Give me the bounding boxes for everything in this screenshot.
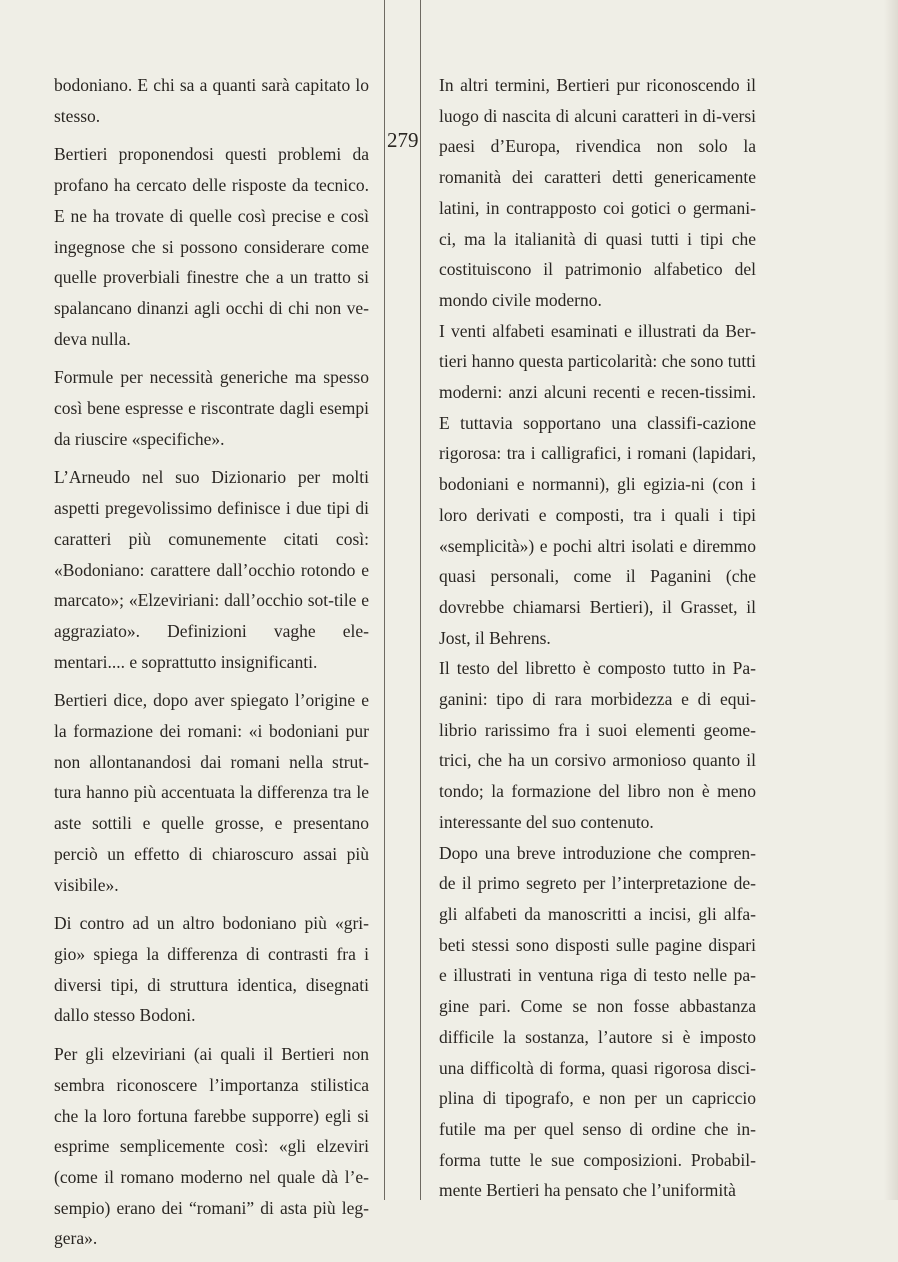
paragraph: In altri termini, Bertieri pur riconoscendo il luogo di nascita di alcuni caratteri in di-versi paesi d’Europa, rivendica non solo la romanità dei caratteri detti genericamente latini, in contrapposto coi gotici o germani-ci, ma la italianità di quasi tutti i tipi che costituiscono il patrimonio alfabetico del mondo civile moderno. xyxy=(439,75,756,310)
paragraph: L’Arneudo nel suo Dizionario per molti aspetti pregevolissimo definisce i due tipi di caratteri più comunemente citati così: «Bodoniano: carattere dall’occhio rotondo e marcato»; «Elzeviriani: dall’occhio sot-tile e aggraziato». Definizioni vaghe ele-mentari.... e soprattutto insignificanti. xyxy=(54,467,369,672)
paragraph: Il testo del libretto è composto tutto in Pa-ganini: tipo di rara morbidezza e di equi-librio rarissimo fra i suoi elementi geome-trici, che ha un corsivo armonioso quanto il tondo; la formazione del libro non è meno interessante del suo contenuto. xyxy=(439,658,756,832)
paragraph: bodoniano. E chi sa a quanti sarà capitato lo stesso. xyxy=(54,75,369,126)
paragraph: Di contro ad un altro bodoniano più «gri-gio» spiega la differenza di contrasti fra i diversi tipi, di struttura identica, disegnati dallo stesso Bodoni. xyxy=(54,913,369,1026)
paragraph: Dopo una breve introduzione che compren-de il primo segreto per l’interpretazione de-gli alfabeti da manoscritti a incisi, gli alfa-beti stessi sono disposti sulle pagine dispari e illustrati in ventuna riga di testo nelle pa-gine pari. Come se non fosse abbastanza difficile la sostanza, l’autore si è imposto una difficoltà di forma, quasi rigorosa disci-plina di tipografo, e non per un capriccio futile ma per quel senso di ordine che in-forma tutte le sue composizioni. Probabil-mente Bertieri ha pensato che l’uniformità xyxy=(439,842,756,1201)
paragraph: I venti alfabeti esaminati e illustrati da Ber-tieri hanno questa particolarità: che sono tutti moderni: anzi alcuni recenti e recen-tissimi. E tuttavia sopportano una classifi-cazione rigorosa: tra i calligrafici, i romani (lapidari, bodoniani e normanni), gli egizia-ni (con i loro derivati e composti, tra i quali i tipi «semplicità») e pochi altri isolati e diremmo quasi personali, come il Paganini (che dovrebbe chiamarsi Bertieri), il Grasset, il Jost, il Behrens. xyxy=(439,320,756,648)
column-rule-right xyxy=(420,0,421,1200)
page-number: 279 xyxy=(387,128,419,152)
column-rule-left xyxy=(384,0,385,1200)
page-edge-shadow xyxy=(884,0,898,1200)
paragraph: Bertieri proponendosi questi problemi da profano ha cercato delle risposte da tecnico. E ne ha trovate di quelle così precise e così ingegnose che si possono considerare come quelle proverbiali finestre che a un tratto si spalancano dinanzi agli occhi di chi non ve-deva nulla. xyxy=(54,144,369,349)
paragraph: Per gli elzeviriani (ai quali il Bertieri non sembra riconoscere l’importanza stilistica che la loro fortuna farebbe supporre) egli si esprime semplicemente così: «gli elzeviri (come il romano moderno nel quale dà l’e-sempio) erano dei “romani” di asta più leg-gera». xyxy=(54,1044,369,1249)
paragraph: Bertieri dice, dopo aver spiegato l’origine e la formazione dei romani: «i bodoniani pur non allontanandosi dai romani nella strut-tura hanno più accentuata la differenza tra le aste sottili e quelle grosse, e presentano perciò un effetto di chiaroscuro assai più visibile». xyxy=(54,690,369,895)
right-text-column xyxy=(439,70,756,1206)
paragraph: Formule per necessità generiche ma spesso così bene espresse e riscontrate dagli esempi da riuscire «specifiche». xyxy=(54,367,369,449)
left-text-column xyxy=(54,70,369,1262)
